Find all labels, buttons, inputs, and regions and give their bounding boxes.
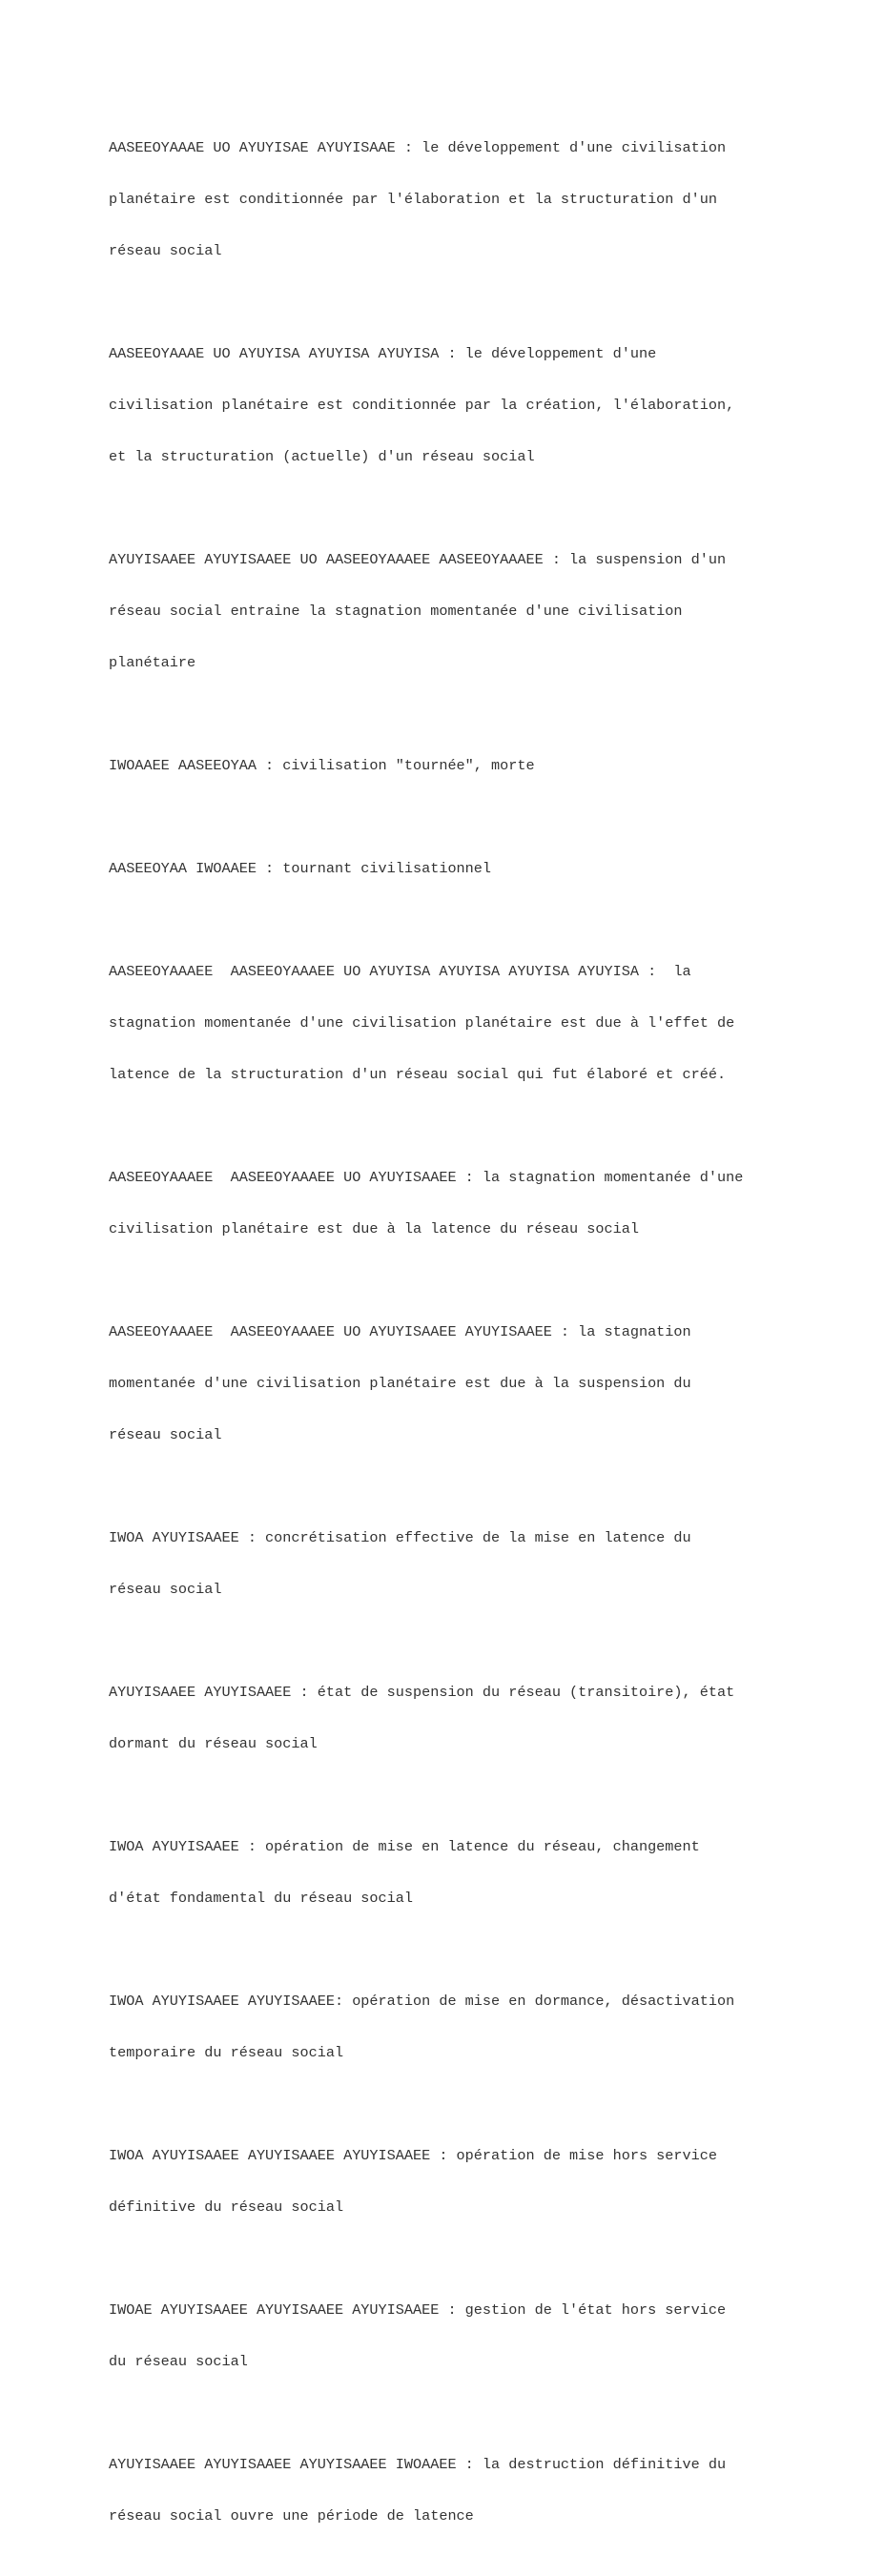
definition-entry-5 (109, 826, 776, 911)
entry-line: et la structuration (actuelle) d'un réseau social (109, 448, 535, 465)
definition-entry-6 (109, 929, 776, 1117)
entry-line: AYUYISAAEE AYUYISAAEE : état de suspension du réseau (transitoire), état (109, 1684, 735, 1701)
entry-line: temporaire du réseau social (109, 2044, 344, 2061)
entry-line: réseau social ouvre une période de latence (109, 2507, 474, 2525)
entry-line: AYUYISAAEE AYUYISAAEE AYUYISAAEE IWOAAEE : la destruction définitive du (109, 2456, 727, 2473)
entry-line: AASEEOYAAAE UO AYUYISA AYUYISA AYUYISA : le développement d'une (109, 345, 657, 362)
definition-entry-9 (109, 1495, 776, 1632)
definition-entry-7 (109, 1135, 776, 1272)
entry-line: réseau social entraine la stagnation momentanée d'une civilisation (109, 603, 683, 620)
entry-line: IWOAE AYUYISAAEE AYUYISAAEE AYUYISAAEE : gestion de l'état hors service (109, 2301, 727, 2319)
entry-line: AASEEOYAAAEE AASEEOYAAAEE UO AYUYISAAEE : la stagnation momentanée d'une (109, 1169, 744, 1186)
entry-line: AASEEOYAAAEE AASEEOYAAAEE UO AYUYISA AYUYISA AYUYISA AYUYISA : la (109, 963, 691, 980)
definition-entry-10 (109, 1649, 776, 1787)
definition-entry-15 (109, 2422, 776, 2559)
entry-line: réseau social (109, 1581, 222, 1598)
entry-line: définitive du réseau social (109, 2198, 344, 2216)
entry-line: IWOA AYUYISAAEE : concrétisation effective de la mise en latence du (109, 1529, 691, 1546)
entry-line: planétaire (109, 654, 196, 671)
entry-line: stagnation momentanée d'une civilisation planétaire est due à l'effet de (109, 1014, 735, 1032)
entry-line: planétaire est conditionnée par l'élaboration et la structuration d'un (109, 191, 717, 208)
definition-entry-2 (109, 311, 776, 500)
entry-line: dormant du réseau social (109, 1735, 318, 1752)
definition-entry-3 (109, 517, 776, 705)
definition-entry-11 (109, 1804, 776, 1941)
definition-entry-1 (109, 105, 776, 294)
definition-entry-13 (109, 2113, 776, 2250)
definition-entry-4 (109, 723, 776, 808)
entry-line: AASEEOYAA IWOAAEE : tournant civilisationnel (109, 860, 492, 877)
entry-line: latence de la structuration d'un réseau social qui fut élaboré et créé. (109, 1066, 727, 1083)
definition-entry-14 (109, 2267, 776, 2404)
entry-line: du réseau social (109, 2353, 248, 2370)
entry-line: d'état fondamental du réseau social (109, 1890, 413, 1907)
entry-line: IWOA AYUYISAAEE : opération de mise en latence du réseau, changement (109, 1838, 700, 1855)
entry-line: réseau social (109, 1426, 222, 1443)
document-page (109, 105, 776, 2576)
entry-line: AASEEOYAAAEE AASEEOYAAAEE UO AYUYISAAEE AYUYISAAEE : la stagnation (109, 1323, 691, 1340)
definition-entry-8 (109, 1289, 776, 1478)
entry-line: IWOAAEE AASEEOYAA : civilisation "tournée", morte (109, 757, 535, 774)
entry-line: AYUYISAAEE AYUYISAAEE UO AASEEOYAAAEE AASEEOYAAAEE : la suspension d'un (109, 551, 727, 568)
definition-entry-12 (109, 1958, 776, 2096)
entry-line: momentanée d'une civilisation planétaire est due à la suspension du (109, 1375, 691, 1392)
entry-line: AASEEOYAAAE UO AYUYISAE AYUYISAAE : le développement d'une civilisation (109, 139, 727, 156)
entry-line: IWOA AYUYISAAEE AYUYISAAEE AYUYISAAEE : opération de mise hors service (109, 2147, 717, 2164)
entry-line: réseau social (109, 242, 222, 259)
entry-line: civilisation planétaire est due à la latence du réseau social (109, 1220, 639, 1237)
entry-line: civilisation planétaire est conditionnée par la création, l'élaboration, (109, 397, 735, 414)
entry-line: IWOA AYUYISAAEE AYUYISAAEE: opération de mise en dormance, désactivation (109, 1993, 735, 2010)
